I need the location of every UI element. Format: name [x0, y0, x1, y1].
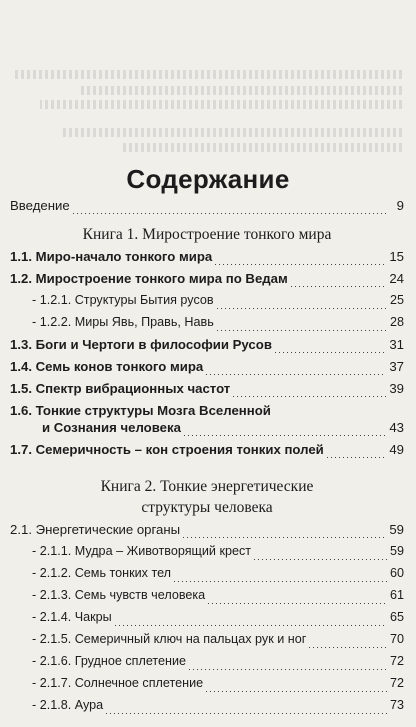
- toc-entry-label: - 1.2.2. Миры Явь, Правь, Навь: [32, 315, 214, 329]
- toc-entry[interactable]: [10, 442, 404, 464]
- toc-entry-label: - 2.1.3. Семь чувств человека: [32, 588, 206, 602]
- leader-dots: [183, 537, 386, 538]
- leader-dots: [217, 308, 387, 309]
- toc-entry-page: 31: [389, 337, 404, 352]
- toc-entry-label: - 2.1.1. Мудра – Животворящий крест: [32, 544, 252, 558]
- toc-subentry[interactable]: [10, 544, 404, 566]
- book-1-heading-text: Книга 1. Миростроение тонкого мира: [82, 226, 332, 243]
- toc-entry-label: - 2.1.7. Солнечное сплетение: [32, 676, 204, 690]
- book-2-heading-line1: Книга 2. Тонкие энергетические: [100, 478, 314, 495]
- bleed-through-text: [0, 0, 416, 160]
- book-2-heading-line2: структуры человека: [141, 499, 273, 516]
- toc-entry-page: 9: [396, 198, 404, 213]
- leader-dots: [206, 691, 387, 692]
- leader-dots: [327, 457, 387, 458]
- leader-dots: [233, 396, 386, 397]
- toc-subentry[interactable]: [10, 566, 404, 588]
- toc-entry-label: Введение: [10, 198, 70, 213]
- toc-entry-introduction[interactable]: [10, 198, 404, 220]
- leader-dots: [215, 264, 386, 265]
- toc-subentry[interactable]: [10, 676, 404, 698]
- leader-dots: [184, 435, 386, 436]
- toc-subentry[interactable]: [10, 610, 404, 632]
- toc-entry-page: 59: [389, 544, 404, 558]
- toc-entry-page: 43: [389, 420, 404, 435]
- leader-dots: [174, 581, 387, 582]
- toc-entry[interactable]: [10, 249, 404, 271]
- toc-entry-page: 61: [389, 588, 404, 602]
- toc-entry-page: 24: [389, 271, 404, 286]
- page-title: Содержание: [126, 164, 290, 194]
- toc-subentry[interactable]: [10, 293, 404, 315]
- toc-entry-label: - 1.2.1. Структуры Бытия русов: [32, 293, 214, 307]
- toc-entry-page: 37: [389, 359, 404, 374]
- toc-entry-page: 15: [389, 249, 404, 264]
- toc-entry-first-line[interactable]: [10, 403, 404, 420]
- toc-entry-page: 72: [389, 676, 404, 690]
- toc-entry-page: 70: [389, 632, 404, 646]
- toc-entry-page: 65: [389, 610, 404, 624]
- leader-dots: [115, 625, 387, 626]
- leader-dots: [106, 713, 387, 714]
- book-1-heading: [10, 224, 404, 245]
- toc-entry-label: - 2.1.4. Чакры: [32, 610, 112, 624]
- toc-entry[interactable]: [10, 337, 404, 359]
- leader-dots: [309, 647, 387, 648]
- toc-entry-page: 49: [389, 442, 404, 457]
- toc-entry-continuation[interactable]: [10, 420, 404, 442]
- toc-entry-label: 2.1. Энергетические органы: [10, 522, 181, 537]
- toc-entry[interactable]: [10, 271, 404, 293]
- leader-dots: [217, 330, 387, 331]
- toc-entry-label: 1.5. Спектр вибрационных частот: [10, 381, 231, 396]
- toc-entry-label: 1.7. Семеричность – кон строения тонких полей: [10, 442, 324, 457]
- toc-entry-label: - 2.1.5. Семеричный ключ на пальцах рук и ног: [32, 632, 307, 646]
- toc-entry-label: - 2.1.6. Грудное сплетение: [32, 654, 187, 668]
- toc-entry-label: - 2.1.2. Семь тонких тел: [32, 566, 172, 580]
- toc-entry-page: 39: [389, 381, 404, 396]
- toc-entry-page: 72: [389, 654, 404, 668]
- leader-dots: [254, 559, 387, 560]
- toc-entry-label: 1.1. Миро-начало тонкого мира: [10, 249, 213, 264]
- toc-entry-page: 59: [389, 522, 404, 537]
- leader-dots: [73, 213, 387, 214]
- toc-subentry[interactable]: [10, 588, 404, 610]
- toc-subentry[interactable]: [10, 632, 404, 654]
- toc-entry-page: 60: [389, 566, 404, 580]
- toc-entry[interactable]: [10, 359, 404, 381]
- toc-entry[interactable]: [10, 381, 404, 403]
- leader-dots: [275, 352, 386, 353]
- toc-entry-page: 73: [389, 698, 404, 712]
- toc-entry-page: 25: [389, 293, 404, 307]
- toc-entry-label: 1.6. Тонкие структуры Мозга Вселенной: [10, 403, 271, 418]
- book-2-heading: [10, 476, 404, 518]
- table-of-contents: [10, 198, 404, 720]
- leader-dots: [291, 286, 387, 287]
- leader-dots: [189, 669, 387, 670]
- leader-dots: [206, 374, 386, 375]
- toc-entry[interactable]: [10, 522, 404, 544]
- toc-subentry[interactable]: [10, 654, 404, 676]
- toc-entry-label: 1.4. Семь конов тонкого мира: [10, 359, 204, 374]
- toc-entry-label: - 2.1.8. Аура: [32, 698, 104, 712]
- toc-entry-label: 1.2. Миростроение тонкого мира по Ведам: [10, 271, 288, 286]
- toc-subentry[interactable]: [10, 698, 404, 720]
- toc-entry-label: 1.3. Боги и Чертоги в философии Русов: [10, 337, 272, 352]
- toc-entry-page: 28: [389, 315, 404, 329]
- toc-subentry[interactable]: [10, 315, 404, 337]
- toc-entry-label-continued: и Сознания человека: [42, 420, 181, 435]
- leader-dots: [208, 603, 387, 604]
